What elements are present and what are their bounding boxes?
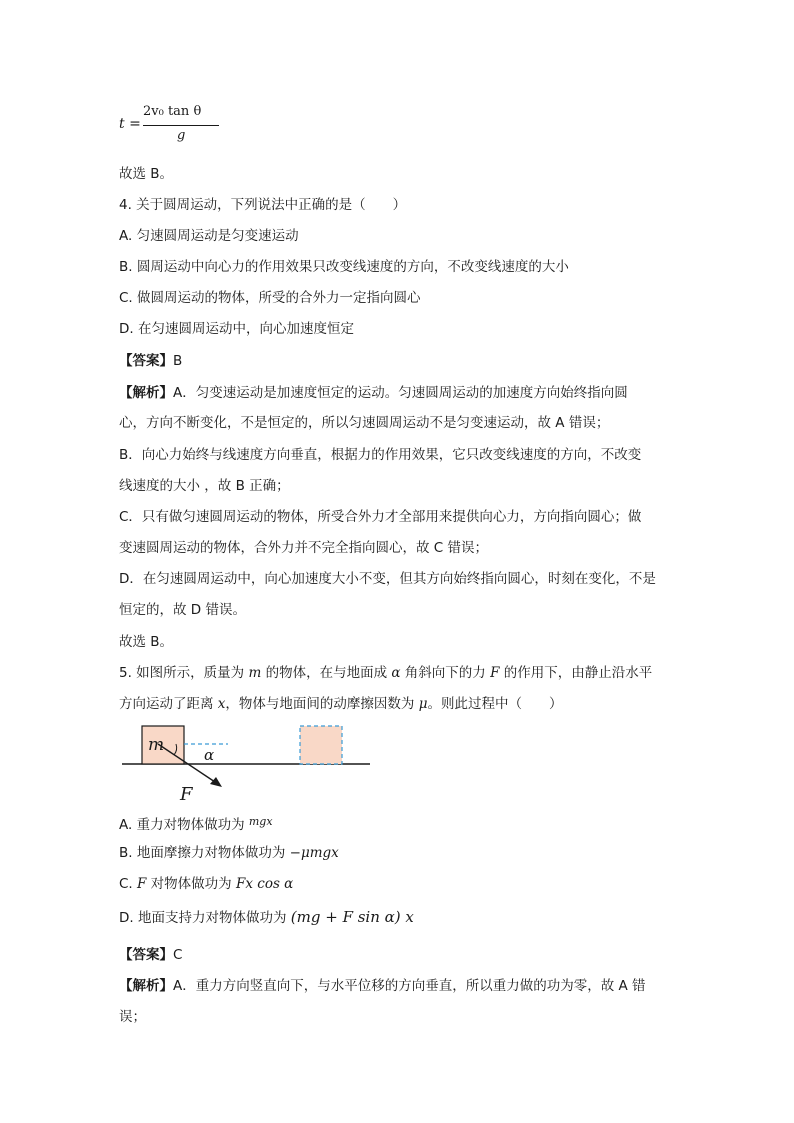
- q4-analysis-line: C．只有做匀速圆周运动的物体，所受合外力才全部用来提供向心力，方向指向圆心；做: [119, 509, 642, 525]
- q5-stem-line-1: [119, 663, 652, 683]
- option-math: mgx: [248, 815, 273, 828]
- q3-conclusion: 故选 B。: [119, 166, 174, 182]
- q4-analysis-line: 线速度的大小 ，故 B 正确；: [119, 478, 290, 494]
- option-text: D. 地面支持力对物体做功为: [119, 910, 291, 926]
- q5-option-b: [119, 843, 339, 863]
- option-text: A. 重力对物体做功为: [119, 817, 249, 833]
- answer-tag: 【答案】: [119, 353, 173, 369]
- option-text: 对物体做功为: [146, 876, 236, 892]
- q4-stem: 4. 关于圆周运动，下列说法中正确的是（ ）: [119, 197, 407, 213]
- q5-option-d: [119, 907, 414, 928]
- fraction-bar: [143, 125, 219, 126]
- stem-text: 的物体，在与地面成: [261, 665, 392, 681]
- option-text: B. 地面摩擦力对物体做功为: [119, 845, 290, 861]
- q4-analysis-line: 变速圆周运动的物体，合外力并不完全指向圆心，故 C 错误；: [119, 540, 489, 556]
- answer-tag: 【答案】: [119, 947, 173, 963]
- q5-answer: [119, 945, 182, 965]
- q5-option-a: [119, 812, 273, 835]
- q4-option-a: A. 匀速圆周运动是匀变速运动: [119, 228, 299, 244]
- option-math: Fx cos α: [235, 876, 294, 892]
- q4-analysis-line: D．在匀速圆周运动中，向心加速度大小不变，但其方向始终指向圆心，时刻在变化，不是: [119, 571, 656, 587]
- q4-option-d: D. 在匀速圆周运动中，向心加速度恒定: [119, 321, 354, 337]
- formula-lhs: t =: [119, 116, 141, 132]
- force-symbol: F: [137, 876, 147, 892]
- stem-text: 角斜向下的力: [400, 665, 491, 681]
- formula-denominator: g: [177, 128, 186, 143]
- q4-analysis-line: 心，方向不断变化，不是恒定的，所以匀速圆周运动不是匀变速运动，故 A 错误；: [119, 415, 610, 431]
- q4-analysis-line: B．向心力始终与线速度方向垂直，根据力的作用效果，它只改变线速度的方向，不改变: [119, 447, 642, 463]
- analysis-text: A．匀变速运动是加速度恒定的运动。匀速圆周运动的加速度方向始终指向圆: [173, 385, 628, 401]
- force-diagram: [118, 720, 378, 810]
- block-end: [300, 726, 342, 764]
- q4-option-c: C. 做圆周运动的物体，所受的合外力一定指向圆心: [119, 290, 421, 306]
- angle-symbol: α: [391, 665, 401, 681]
- time-formula: [119, 104, 219, 148]
- analysis-tag: 【解析】: [119, 978, 173, 994]
- analysis-tag: 【解析】: [119, 385, 173, 401]
- q5-analysis-line: 误；: [119, 1009, 146, 1025]
- distance-symbol: x: [217, 696, 226, 712]
- answer-value: C: [173, 947, 183, 963]
- q4-answer: [119, 351, 182, 371]
- angle-label: α: [204, 746, 215, 764]
- stem-text: ，物体与地面间的动摩擦因数为: [225, 696, 419, 712]
- force-symbol: F: [490, 665, 500, 681]
- analysis-text: A．重力方向竖直向下，与水平位移的方向垂直，所以重力做的功为零，故 A 错: [173, 978, 646, 994]
- option-math: (mg + F sin α) x: [290, 908, 414, 926]
- mass-symbol: m: [248, 665, 262, 681]
- mass-label: m: [148, 735, 165, 755]
- answer-value: B: [173, 353, 183, 369]
- formula-numerator: 2v₀ tan θ: [143, 104, 202, 119]
- q5-stem-line-2: [119, 694, 563, 714]
- option-math: −μmgx: [289, 845, 339, 861]
- stem-text: 的作用下，由静止沿水平: [499, 665, 653, 681]
- force-label: F: [180, 784, 193, 805]
- q4-analysis-line: 恒定的，故 D 错误。: [119, 602, 246, 618]
- option-text: C.: [119, 876, 138, 892]
- q4-option-b: B. 圆周运动中向心力的作用效果只改变线速度的方向，不改变线速度的大小: [119, 259, 569, 275]
- q5-analysis-line: [119, 976, 646, 996]
- friction-symbol: μ: [418, 696, 428, 712]
- stem-text: 方向运动了距离: [119, 696, 218, 712]
- q4-conclusion: 故选 B。: [119, 634, 174, 650]
- force-arrowhead: [210, 777, 222, 787]
- q4-analysis-line: [119, 383, 628, 403]
- stem-text: 。则此过程中（ ）: [427, 696, 563, 712]
- stem-text: 5. 如图所示，质量为: [119, 665, 249, 681]
- q5-option-c: [119, 874, 293, 894]
